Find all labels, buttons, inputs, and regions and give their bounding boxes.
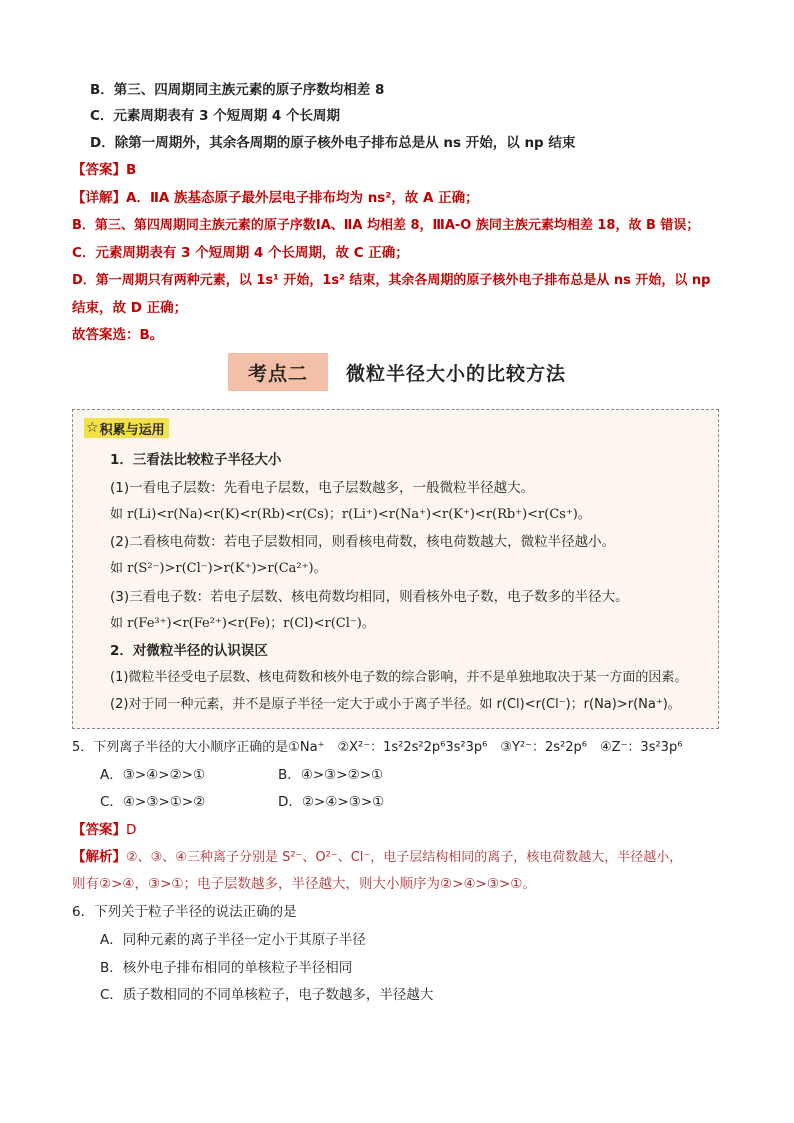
section-heading: [228, 353, 566, 391]
detail-a-line: [72, 188, 479, 208]
q6-stem: 6．下列关于粒子半径的说法正确的是: [72, 904, 297, 920]
panel-point-1: (1)一看电子层数：先看电子层数，电子层数越多，一般微粒半径越大。: [110, 480, 535, 496]
panel-heading-2: 2．对微粒半径的认识误区: [110, 643, 268, 659]
option-d: D．除第一周期外，其余各周期的原子核外电子排布总是从 ns 开始，以 np 结束: [90, 135, 576, 151]
detail-b: B．第三、第四周期同主族元素的原子序数ⅠA、ⅡA 均相差 8，ⅢA-O 族同主族元素均相差 18，故 B 错误；: [72, 218, 700, 233]
star-icon: ☆: [86, 420, 99, 436]
panel-heading-1: 1．三看法比较粒子半径大小: [110, 452, 282, 468]
q5-analysis-label: 【解析】: [72, 849, 126, 865]
panel-example-3: 如 r(Fe³⁺)<r(Fe²⁺)<r(Fe)；r(Cl)<r(Cl⁻)。: [110, 616, 375, 631]
detail-c: C．元素周期表有 3 个短周期 4 个长周期，故 C 正确；: [72, 245, 409, 261]
q6-option-b: B．核外电子排布相同的单核粒子半径相同: [100, 960, 353, 976]
q5-analysis-2: 则有②>④，③>①；电子层数越多，半径越大，则大小顺序为②>④>③>①。: [72, 876, 536, 892]
q5-stem: 5．下列离子半径的大小顺序正确的是①Na⁺ ②X²⁻：1s²2s²2p⁶3s²3p⁶ ③Y²⁻：2s²2p⁶ ④Z⁻：3s²3p⁶: [72, 740, 683, 755]
q5-option-b: B．④>③>②>①: [278, 767, 384, 783]
panel-example-1: 如 r(Li)<r(Na)<r(K)<r(Rb)<r(Cs)；r(Li⁺)<r(Na⁺)<r(K⁺)<r(Rb⁺)<r(Cs⁺)。: [110, 507, 591, 522]
panel-misconception-2: (2)对于同一种元素，并不是原子半径一定大于或小于离子半径。如 r(Cl)<r(Cl⁻)；r(Na)>r(Na⁺)。: [110, 697, 681, 712]
q5-answer-label: 【答案】: [72, 822, 126, 838]
q6-option-c: C．质子数相同的不同单核粒子，电子数越多，半径越大: [100, 987, 434, 1003]
panel-misconception-1: (1)微粒半径受电子层数、核电荷数和核外电子数的综合影响，并不是单独地取决于某一方面的因素。: [110, 670, 688, 685]
q5-answer-value: D: [126, 822, 137, 838]
section-label: 考点二: [228, 353, 328, 391]
panel-example-2: 如 r(S²⁻)>r(Cl⁻)>r(K⁺)>r(Ca²⁺)。: [110, 561, 327, 576]
q5-answer-line: [72, 820, 136, 840]
option-c: C．元素周期表有 3 个短周期 4 个长周期: [90, 108, 340, 124]
q5-option-d: D．②>④>③>①: [278, 794, 385, 810]
option-b: B．第三、四周期同主族元素的原子序数均相差 8: [90, 82, 385, 98]
detail-d-1: D．第一周期只有两种元素，以 1s¹ 开始，1s² 结束，其余各周期的原子核外电子排布总是从 ns 开始，以 np: [72, 273, 711, 288]
q5-analysis-line-1: [72, 847, 682, 868]
panel-badge: [84, 418, 169, 438]
badge-label: 积累与运用: [99, 422, 165, 438]
answer-line: [72, 160, 136, 180]
panel-point-2: (2)二看核电荷数：若电子层数相同，则看核电荷数，核电荷数越大，微粒半径越小。: [110, 534, 616, 550]
conclusion: 故答案选：B。: [72, 327, 164, 343]
q5-option-a: A．③>④>②>①: [100, 767, 206, 783]
section-title: 微粒半径大小的比较方法: [346, 362, 567, 385]
detail-label: 【详解】: [72, 190, 126, 206]
answer-value: B: [126, 162, 137, 178]
answer-label: 【答案】: [72, 162, 126, 178]
detail-a: A．ⅡA 族基态原子最外层电子排布均为 ns²，故 A 正确；: [126, 190, 479, 206]
q5-analysis-1: ②、③、④三种离子分别是 S²⁻、O²⁻、Cl⁻，电子层结构相同的离子，核电荷数越大，半径越小，: [126, 850, 683, 865]
detail-d-2: 结束，故 D 正确；: [72, 300, 188, 316]
q6-option-a: A．同种元素的离子半径一定小于其原子半径: [100, 932, 366, 948]
panel-point-3: (3)三看电子数：若电子层数、核电荷数均相同，则看核外电子数，电子数多的半径大。: [110, 589, 629, 605]
q5-option-c: C．④>③>①>②: [100, 794, 206, 810]
